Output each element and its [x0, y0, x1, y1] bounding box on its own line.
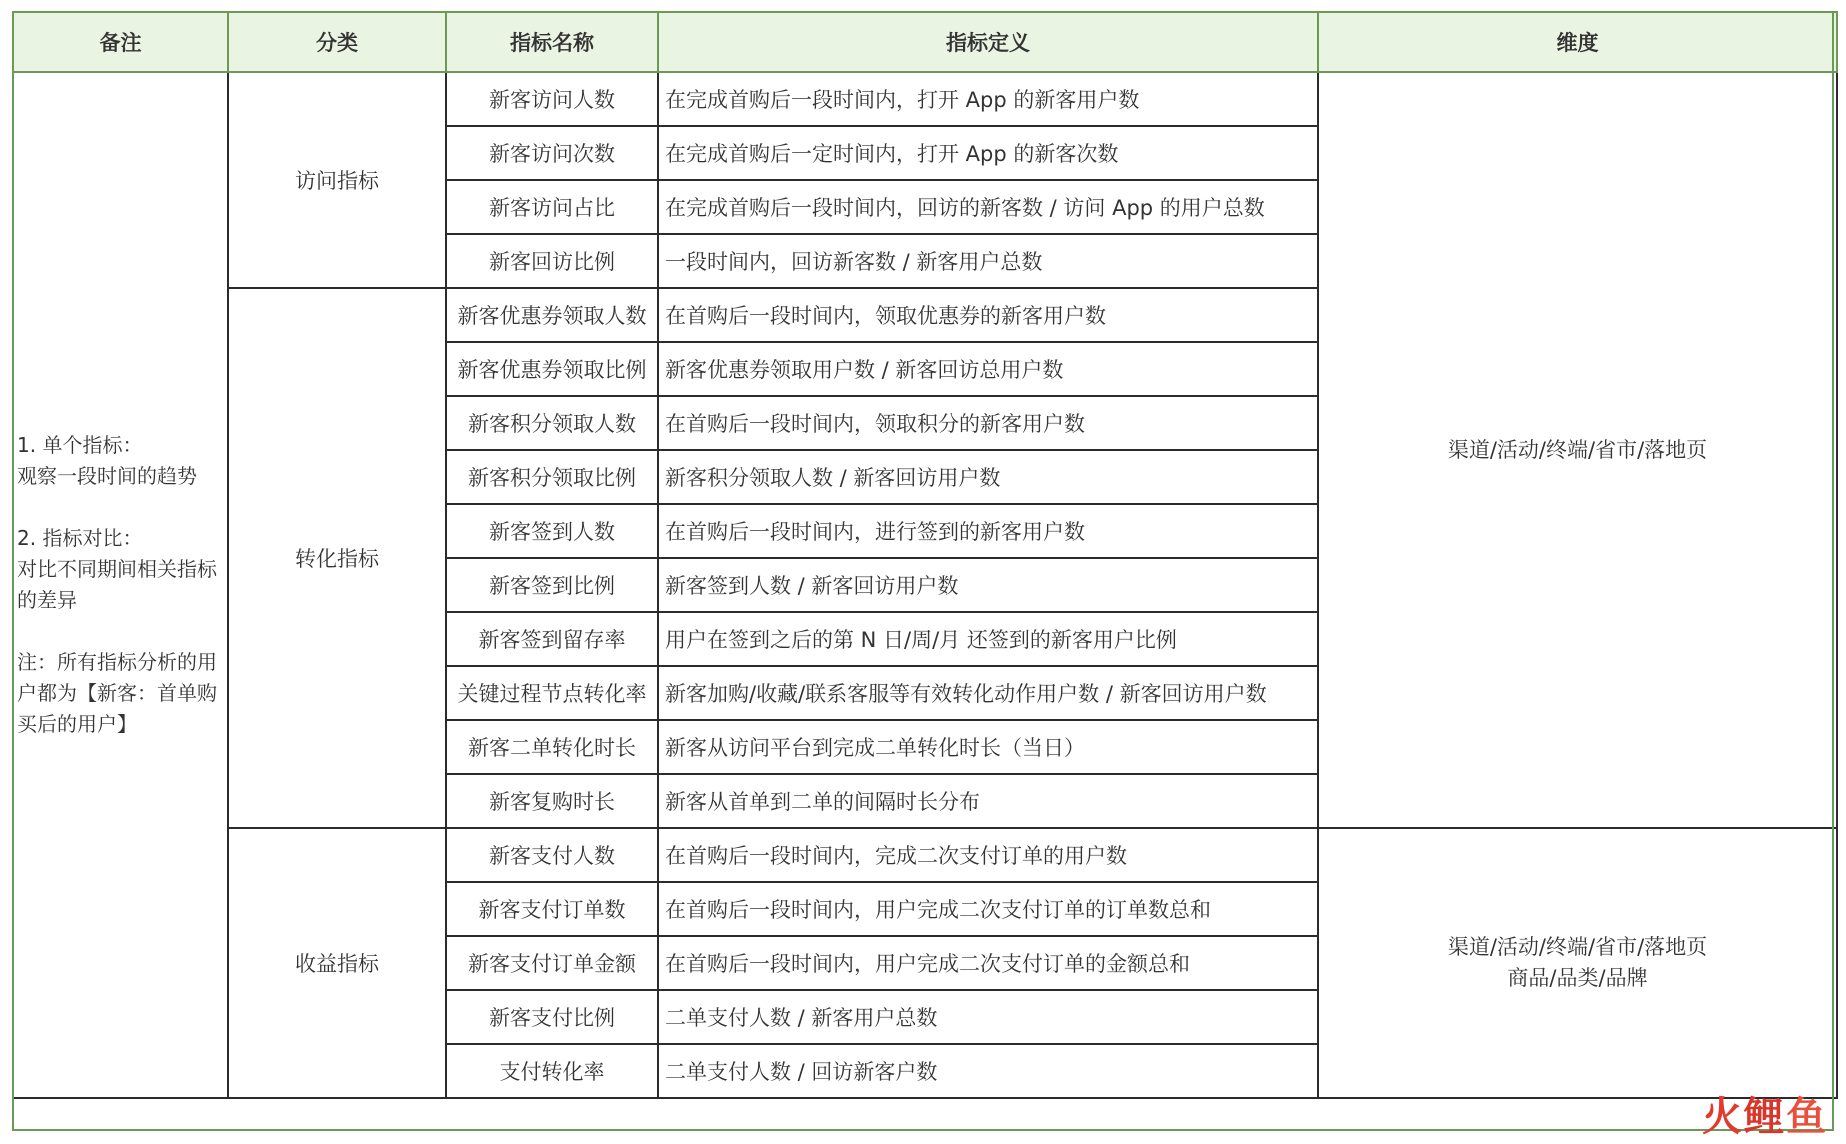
note-line: 注：所有指标分析的用户都为【新客：首单购买后的用户】	[17, 650, 217, 736]
metric-name: 新客签到留存率	[446, 612, 658, 666]
header-metric-name: 指标名称	[446, 12, 658, 72]
table-row	[13, 828, 1837, 882]
metric-definition: 新客签到人数 / 新客回访用户数	[658, 558, 1318, 612]
metric-definition: 新客加购/收藏/联系客服等有效转化动作用户数 / 新客回访用户数	[658, 666, 1318, 720]
metric-name: 新客支付人数	[446, 828, 658, 882]
metric-name: 新客积分领取人数	[446, 396, 658, 450]
category-convert: 转化指标	[228, 288, 446, 828]
metric-definition: 在完成首购后一段时间内，打开 App 的新客用户数	[658, 72, 1318, 126]
dimension-group-1: 渠道/活动/终端/省市/落地页	[1318, 72, 1837, 828]
metric-name: 新客回访比例	[446, 234, 658, 288]
metric-definition: 在首购后一段时间内，用户完成二次支付订单的金额总和	[658, 936, 1318, 990]
header-dimension: 维度	[1318, 12, 1837, 72]
metric-name: 新客支付订单金额	[446, 936, 658, 990]
logo	[1702, 1085, 1828, 1142]
metric-name: 新客签到比例	[446, 558, 658, 612]
metric-definition: 在首购后一段时间内，领取积分的新客用户数	[658, 396, 1318, 450]
metric-name: 支付转化率	[446, 1044, 658, 1098]
dimension-line: 商品/品类/品牌	[1507, 966, 1648, 990]
metric-name: 新客积分领取比例	[446, 450, 658, 504]
category-revenue: 收益指标	[228, 828, 446, 1098]
metric-definition: 二单支付人数 / 回访新客户数	[658, 1044, 1318, 1098]
metric-definition: 新客优惠券领取用户数 / 新客回访总用户数	[658, 342, 1318, 396]
note-line: 2. 指标对比：	[17, 526, 143, 550]
metric-name: 新客访问占比	[446, 180, 658, 234]
header-notes: 备注	[13, 12, 228, 72]
note-line: 对比不同期间相关指标的差异	[17, 557, 217, 612]
metric-name: 新客复购时长	[446, 774, 658, 828]
header-metric-definition: 指标定义	[658, 12, 1318, 72]
notes-cell	[13, 72, 228, 1098]
metric-name: 新客支付订单数	[446, 882, 658, 936]
metric-definition: 新客积分领取人数 / 新客回访用户数	[658, 450, 1318, 504]
metric-name: 新客优惠券领取比例	[446, 342, 658, 396]
metrics-table	[12, 11, 1838, 1099]
logo-char: 鲤	[1744, 1094, 1786, 1140]
logo-char: 火	[1702, 1094, 1744, 1140]
dimension-group-2	[1318, 828, 1837, 1098]
metric-definition: 新客从访问平台到完成二单转化时长（当日）	[658, 720, 1318, 774]
metric-name: 新客访问人数	[446, 72, 658, 126]
metric-definition: 新客从首单到二单的间隔时长分布	[658, 774, 1318, 828]
metrics-sheet	[12, 11, 1836, 1133]
metric-name: 关键过程节点转化率	[446, 666, 658, 720]
metric-definition: 在完成首购后一段时间内，回访的新客数 / 访问 App 的用户总数	[658, 180, 1318, 234]
logo-char: 鱼	[1786, 1094, 1828, 1140]
metric-name: 新客支付比例	[446, 990, 658, 1044]
note-line: 观察一段时间的趋势	[17, 464, 197, 488]
table-header-row	[13, 12, 1837, 72]
category-visit: 访问指标	[228, 72, 446, 288]
metric-definition: 在首购后一段时间内，完成二次支付订单的用户数	[658, 828, 1318, 882]
metric-name: 新客优惠券领取人数	[446, 288, 658, 342]
metric-definition: 用户在签到之后的第 N 日/周/月 还签到的新客用户比例	[658, 612, 1318, 666]
note-line: 1. 单个指标：	[17, 433, 143, 457]
header-category: 分类	[228, 12, 446, 72]
metric-definition: 二单支付人数 / 新客用户总数	[658, 990, 1318, 1044]
metric-definition: 在首购后一段时间内，领取优惠券的新客用户数	[658, 288, 1318, 342]
metric-definition: 在首购后一段时间内，进行签到的新客用户数	[658, 504, 1318, 558]
metric-name: 新客二单转化时长	[446, 720, 658, 774]
dimension-line: 渠道/活动/终端/省市/落地页	[1447, 935, 1708, 959]
metric-definition: 一段时间内，回访新客数 / 新客用户总数	[658, 234, 1318, 288]
metric-name: 新客签到人数	[446, 504, 658, 558]
metric-definition: 在首购后一段时间内，用户完成二次支付订单的订单数总和	[658, 882, 1318, 936]
table-row	[13, 72, 1837, 126]
metric-definition: 在完成首购后一定时间内，打开 App 的新客次数	[658, 126, 1318, 180]
metric-name: 新客访问次数	[446, 126, 658, 180]
